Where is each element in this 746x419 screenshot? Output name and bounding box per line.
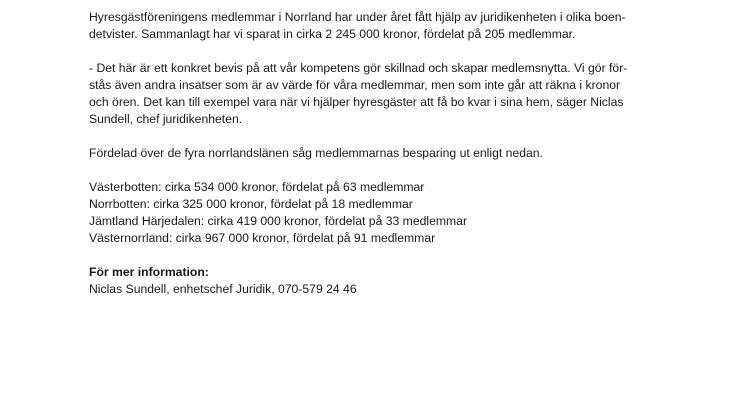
quote-line: stås även andra insatser som är av värde för våra medlemmar, men som inte går att räkna i kronor bbox=[89, 78, 621, 92]
quote-paragraph bbox=[89, 60, 689, 128]
quote-line: och ören. Det kan till exempel vara när vi hjälper hyresgäster att få bo kvar i sina hem, säger Niclas bbox=[89, 95, 624, 109]
quote-line: - Det här är ett konkret bevis på att vår kompetens gör skillnad och skapar medlemsnytta. Vi gör för- bbox=[89, 61, 628, 75]
quote-line: Sundell, chef juridikenheten. bbox=[89, 112, 243, 126]
regions-list bbox=[89, 179, 689, 247]
region-item: Västernorrland: cirka 967 000 kronor, fördelat på 91 medlemmar bbox=[89, 231, 436, 245]
intro-line: detvister. Sammanlagt har vi sparat in cirka 2 245 000 kronor, fördelat på 205 medlemmar. bbox=[89, 27, 576, 41]
summary-paragraph bbox=[89, 145, 689, 162]
region-item: Norrbotten: cirka 325 000 kronor, fördelat på 18 medlemmar bbox=[89, 197, 413, 211]
contact-heading: För mer information: bbox=[89, 265, 209, 279]
intro-paragraph bbox=[89, 9, 689, 43]
summary-line: Fördelad över de fyra norrlandslänen såg medlemmarnas besparing ut enligt nedan. bbox=[89, 146, 543, 160]
contact-line: Niclas Sundell, enhetschef Juridik, 070-579 24 46 bbox=[89, 282, 357, 296]
intro-line: Hyresgästföreningens medlemmar i Norrland har under året fått hjälp av juridikenheten i olika boen- bbox=[89, 10, 626, 24]
contact-section bbox=[89, 264, 689, 298]
region-item: Västerbotten: cirka 534 000 kronor, fördelat på 63 medlemmar bbox=[89, 180, 425, 194]
region-item: Jämtland Härjedalen: cirka 419 000 kronor, fördelat på 33 medlemmar bbox=[89, 214, 468, 228]
document-body bbox=[89, 9, 689, 315]
